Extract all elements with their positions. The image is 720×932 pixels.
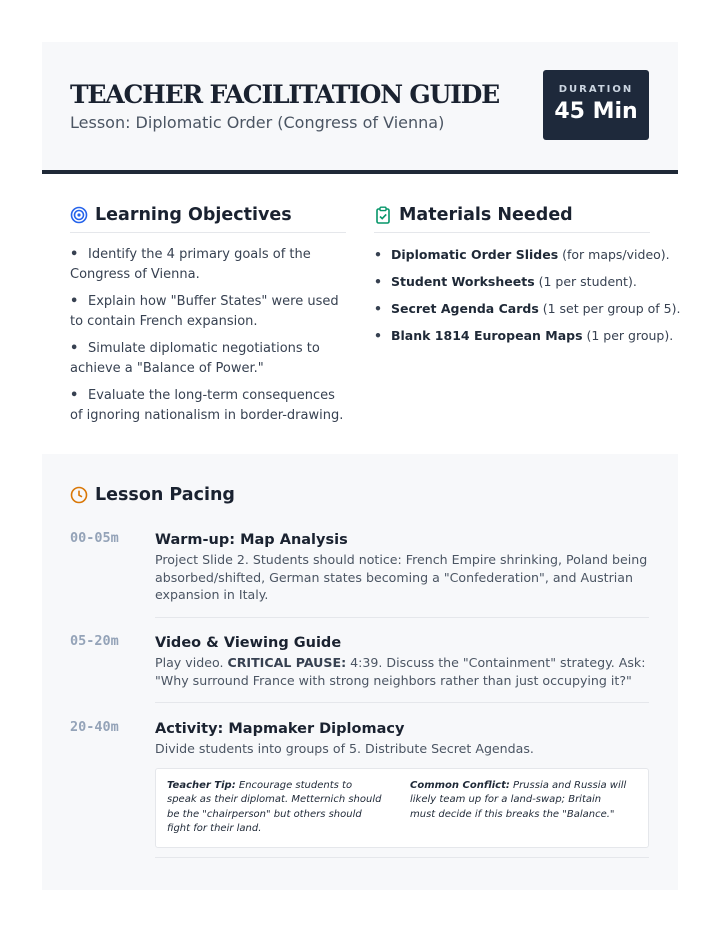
list-item: • Blank 1814 European Maps (1 per group). <box>374 328 674 343</box>
pacing-row-body <box>155 530 649 604</box>
pacing-header <box>70 480 235 512</box>
pacing-heading: Lesson Pacing <box>95 485 235 505</box>
objectives-list <box>70 245 346 426</box>
tips-box <box>155 768 649 848</box>
teacher-tip: Teacher Tip: Encourage students to speak as their diplomat. Metternich should be the "chairperson" but others should fight for their land. <box>167 779 382 834</box>
target-icon <box>70 206 88 224</box>
lesson-subtitle: Lesson: Diplomatic Order (Congress of Vienna) <box>70 113 445 132</box>
materials-section <box>374 200 681 353</box>
divider <box>155 702 649 703</box>
materials-list <box>374 245 681 346</box>
time-range: 00-05m <box>70 530 119 546</box>
list-item: • Explain how "Buffer States" were used to contain French expansion. <box>70 294 339 329</box>
clock-icon <box>70 486 88 504</box>
row-description: Divide students into groups of 5. Distribute Secret Agendas. <box>155 741 534 756</box>
pacing-row-body <box>155 719 649 848</box>
time-range: 05-20m <box>70 633 119 649</box>
pacing-row-body <box>155 633 649 689</box>
duration-value: 45 Min <box>554 99 638 124</box>
divider <box>155 857 649 858</box>
row-title: Video & Viewing Guide <box>155 635 342 651</box>
list-item: • Secret Agenda Cards (1 set per group of 5). <box>374 301 681 316</box>
list-item: • Diplomatic Order Slides (for maps/video). <box>374 247 670 262</box>
materials-header <box>374 200 650 233</box>
list-item: • Student Worksheets (1 per student). <box>374 274 637 289</box>
objectives-heading: Learning Objectives <box>95 205 292 225</box>
row-description: Play video. CRITICAL PAUSE: 4:39. Discuss the "Containment" strategy. Ask: "Why surround France with strong neighbors rather than just occupying it?" <box>155 655 646 688</box>
objectives-header <box>70 200 346 233</box>
materials-heading: Materials Needed <box>399 205 573 225</box>
row-description: Project Slide 2. Students should notice: French Empire shrinking, Poland being absorbed/shifted, German states becoming a "Confederation", and Austrian expansion in Italy. <box>155 552 648 602</box>
clipboard-check-icon <box>374 206 392 224</box>
row-title: Warm-up: Map Analysis <box>155 532 348 548</box>
page-title: TEACHER FACILITATION GUIDE <box>70 80 499 109</box>
time-range: 20-40m <box>70 719 119 735</box>
critical-pause-label: CRITICAL PAUSE: <box>227 655 347 670</box>
list-item: • Simulate diplomatic negotiations to achieve a "Balance of Power." <box>70 341 320 376</box>
pacing-section <box>42 454 678 890</box>
duration-label: DURATION <box>558 84 634 95</box>
list-item: • Identify the 4 primary goals of the Congress of Vienna. <box>70 247 311 282</box>
divider <box>155 617 649 618</box>
common-conflict: Common Conflict: Prussia and Russia will likely team up for a land-swap; Britain must decide if this breaks the "Balance." <box>410 779 627 820</box>
duration-badge <box>543 70 649 140</box>
row-title: Activity: Mapmaker Diplomacy <box>155 721 405 737</box>
guide-header <box>42 42 678 174</box>
list-item: • Evaluate the long-term consequences of ignoring nationalism in border-drawing. <box>70 388 344 423</box>
objectives-section <box>70 200 346 433</box>
